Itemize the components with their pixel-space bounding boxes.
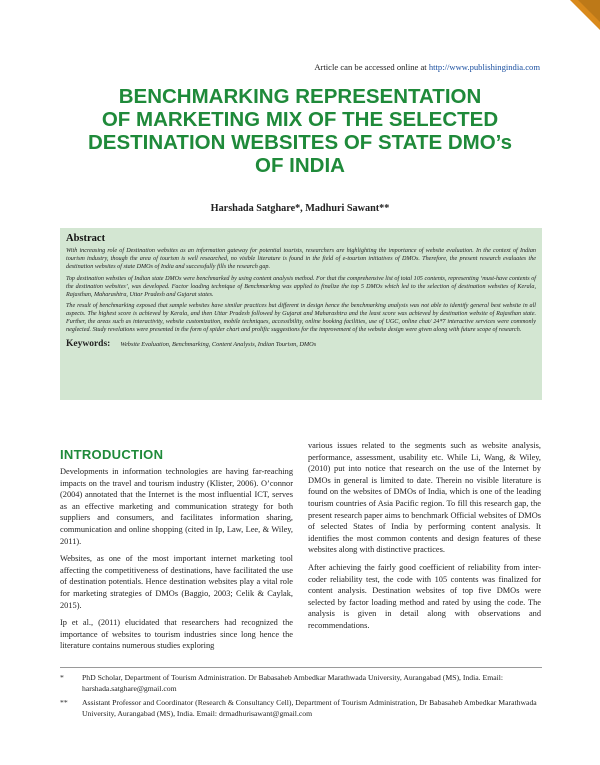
title-line: OF MARKETING MIX OF THE SELECTED — [101, 108, 499, 131]
publisher-link[interactable]: http://www.publishingindia.com — [428, 62, 540, 72]
paper-title — [40, 85, 560, 177]
body-paragraph: Websites, as one of the most important internet marketing tool affecting the competitiveness of destinations, have facilitated the use of destination potentials. Hence destination websites play a vital role for marketing strategies of DMOs (Baggio, 2003; Celik & Caylak, 2015). — [60, 554, 293, 610]
body-paragraph: After achieving the fairly good coefficient of reliability from inter-coder reliability test, the code with 105 contents was finalized for content analysis. Destination websites of top five DMOs were selected by factor loading method and rated by using the code. The analysis is given in detail along with observations and recommendations. — [308, 562, 541, 630]
abstract-paragraph: The result of benchmarking exposed that sample websites have similar practices but different in design hence the benchmarking analysis was not able to identify general best website in all aspects. The highest score is achieved by Kerala, and then Uttar Pradesh followed by Gujarat and Maharashtra and the least score was achieved by destination website of Rajasthan state. Further, the areas such as interactivity, website customization, mobile techniques, accessibility, online booking facilities, use of UGC, online chat/ 24*7 interactive services were commonly neglected. Study revelations were presented in the form of spider chart and prolific suggestions for the improvement of the website design were given along with future scope of research. — [66, 303, 536, 334]
keywords — [66, 339, 536, 349]
abstract-paragraph: With increasing role of Destination websites as an information gateway for potential tourists, researchers are highlighting the importance of website evaluation. In the context of Indian tourism industry, though the area of tourism is well researched, no visible literature is found in the field of e-tourism initiatives of DMOs. Therefore, the present research evaluates the destination websites of state DMOs of India and successfully fills the research gap. — [66, 248, 536, 270]
abstract-paragraph: Top destination websites of Indian state DMOs were benchmarked by using content analysis method. For that the comprehensive list of total 105 contents, representing ‘must-have contents of the destination websites’, was developed. Factor loading technique of Benchmarking was applied to finalize the top 5 DMOs which led to the selection of destination websites of Kerala, Rajasthan, Maharashtra, Uttar Pradesh and Gujarat states. — [66, 275, 536, 298]
corner-decoration-shadow — [578, 0, 600, 22]
abstract-box — [60, 228, 542, 400]
title-line: OF INDIA — [255, 154, 345, 177]
footnote-divider — [60, 667, 542, 668]
footnote — [60, 698, 542, 719]
footnote-text: PhD Scholar, Department of Tourism Administration. Dr Babasaheb Ambedkar Marathwada University, Aurangabad (MS), India. Email: harshada.satghare@gmail.com — [82, 673, 504, 693]
title-line: BENCHMARKING REPRESENTATION — [118, 85, 482, 108]
body-paragraph: various issues related to the segments such as website analysis, performance, assessment, usability etc. While Li, Wang, & Wiley, (2010) put into notice that research on the use of the Internet by DMOs in general is limited to date. Therein no visible literature is found on the websites of DMOs of India, which is one of the leading tourism countries of Asia Pacific region. To fill this research gap, the present research paper aims to benchmark Official websites of DMOs of selected States of India by performing content analysis. It identifies the most common contents and design features of these websites along with distinctive practices. — [308, 441, 541, 555]
footnote-text: Assistant Professor and Coordinator (Research & Consultancy Cell), Department of Tourism Administration, Dr Babasaheb Ambedkar Marathwada University, Aurangabad (MS), India. Email: drmadhurisawant@gmail.com — [82, 698, 537, 718]
section-heading-introduction: INTRODUCTION — [60, 447, 164, 462]
body-paragraph: Ip et al., (2011) elucidated that researchers had recognized the importance of websites to tourism industries since long hence the literature contains numerous studies exploring — [60, 618, 293, 651]
keywords-list: Website Evaluation, Benchmarking, Content Analysis, Indian Tourism, DMOs — [120, 341, 317, 349]
access-text: Article can be accessed online at — [314, 62, 429, 72]
column-right — [308, 440, 541, 638]
authors: Harshada Satghare*, Madhuri Sawant** — [210, 203, 390, 214]
footnote — [60, 673, 542, 694]
footnote-mark: * — [60, 673, 64, 682]
access-note — [314, 62, 540, 72]
column-left — [60, 466, 293, 658]
title-line: DESTINATION WEBSITES OF STATE DMO’s — [87, 131, 513, 154]
abstract-heading: Abstract — [66, 233, 106, 244]
body-paragraph: Developments in information technologies are having far-reaching impacts on the travel and tourism industry (Klister, 2006). O’connor (2004) annotated that the Internet is the most influential ICT, serves as an effective marketing and communication strategy for both suppliers and consumers, and facilitates information sharing, communication and online shopping (cited in Ip, Law, Lee, & Wiley, 2011). — [60, 467, 293, 546]
footnote-mark: ** — [60, 698, 68, 707]
keywords-label: Keywords: — [66, 339, 111, 350]
